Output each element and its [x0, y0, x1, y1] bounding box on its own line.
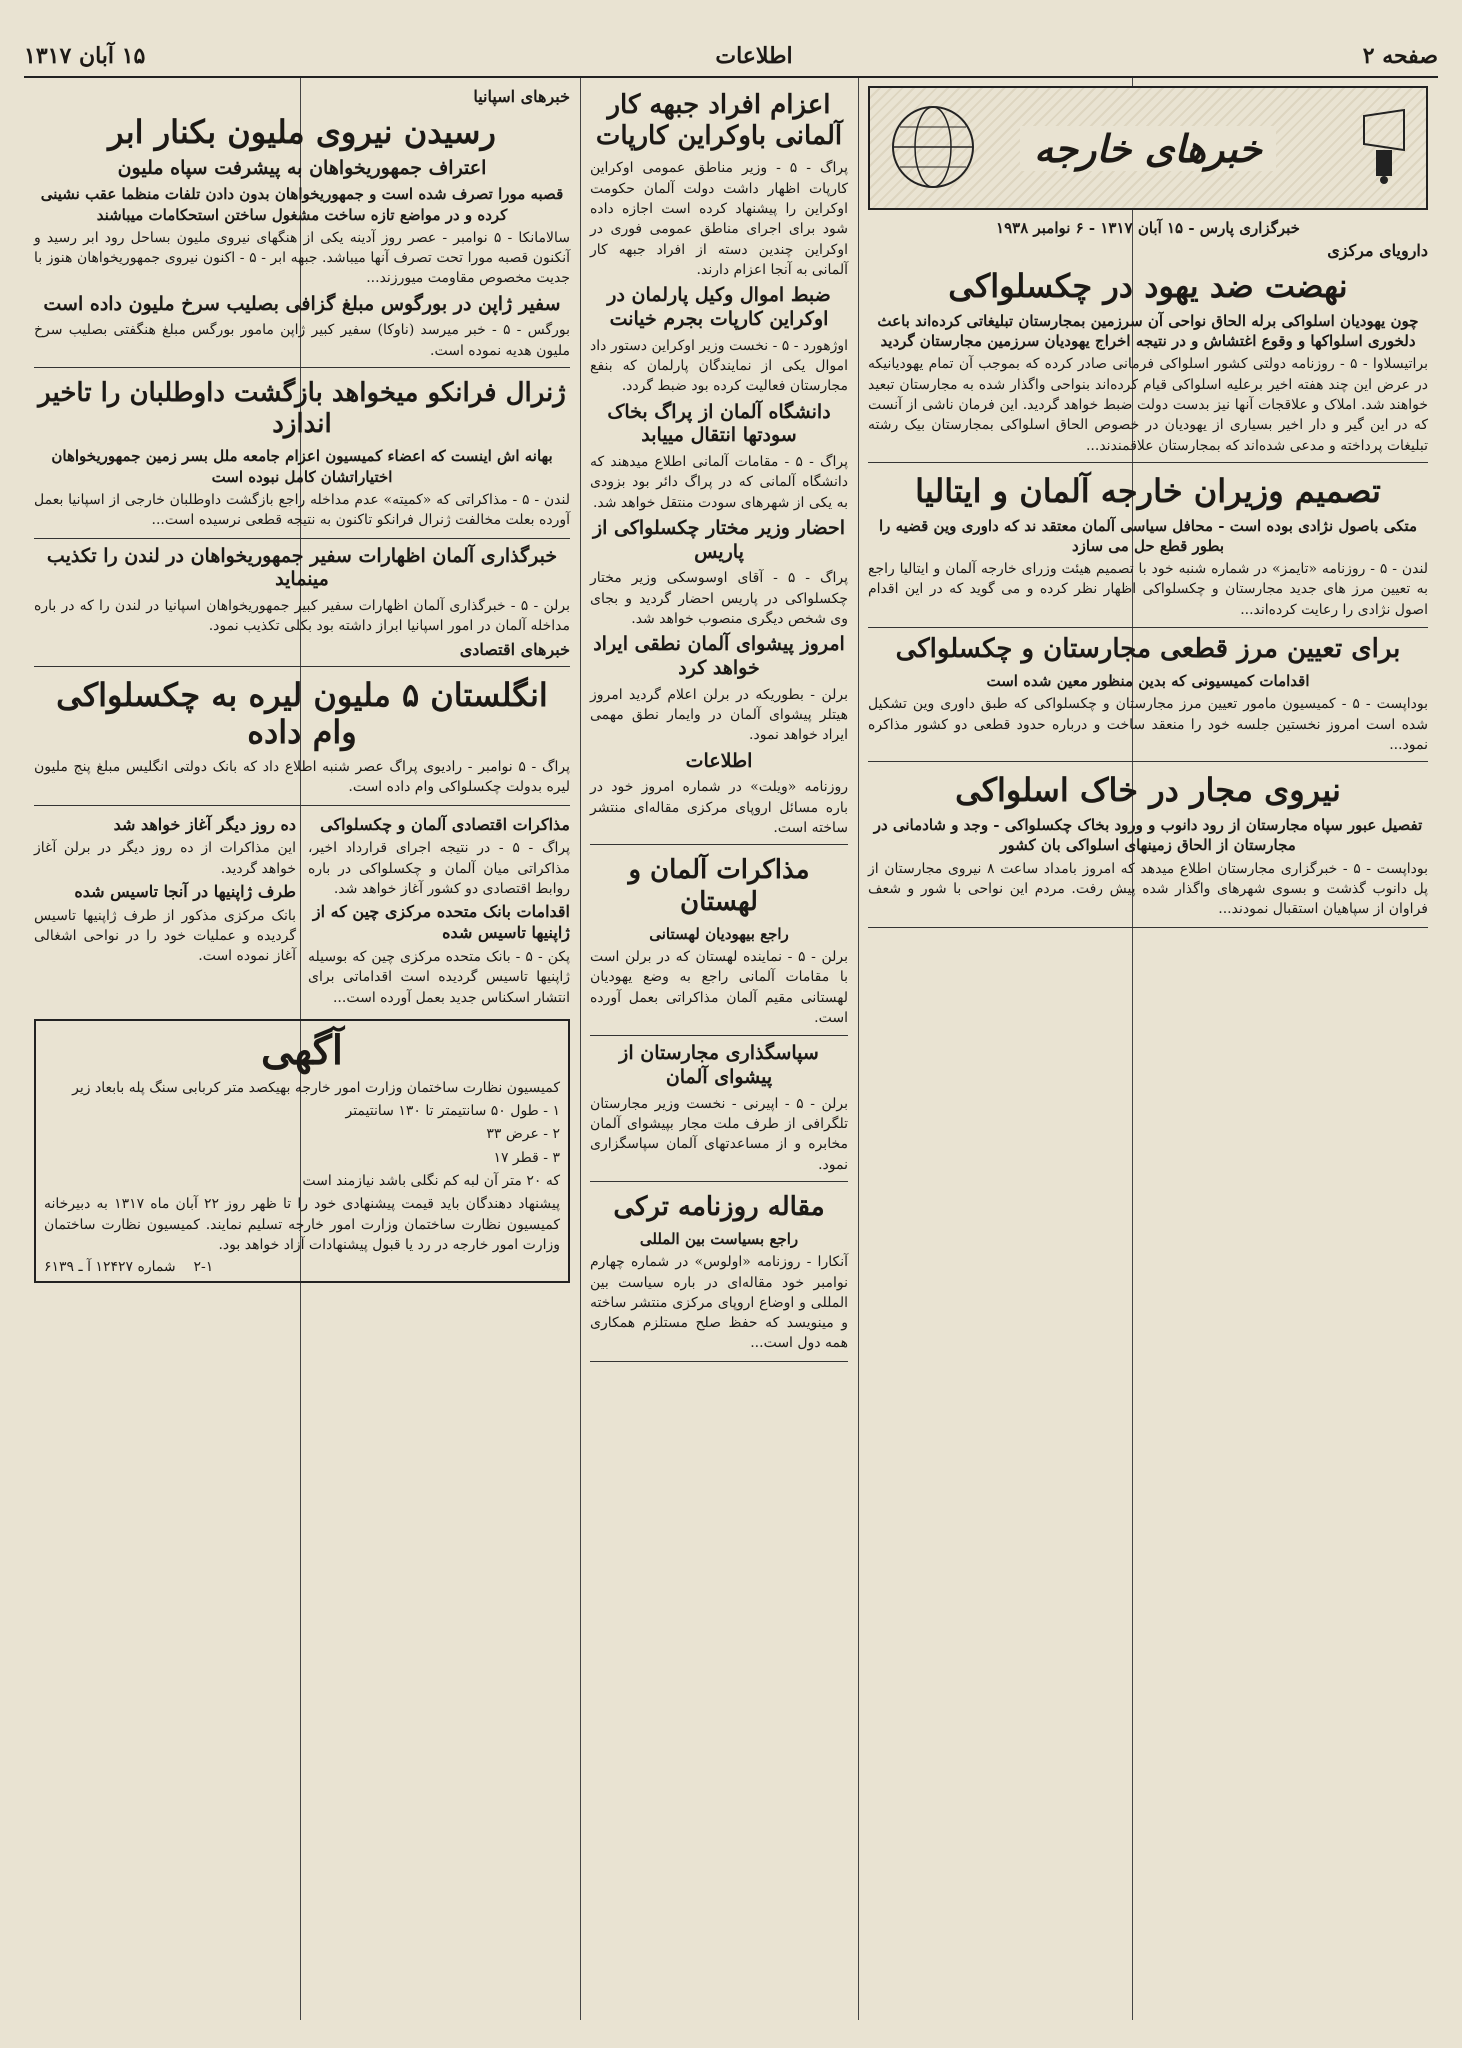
article-body: پراگ - ۵ - آقای اوسوسکی وزیر مختار چکسلواکی در پاریس احضار گردید و بجای وی شخص دیگری منصوب خواهد شد.: [590, 570, 848, 628]
foreign-news-section: [858, 78, 1438, 2020]
article-body: لندن - ۵ - مذاکراتی که «کمیته» عدم مداخله راجع بازگشت داوطلبان خارجی از اسپانیا بعمل آورده بعلت مخالفت ژنرال فرانکو تاکنون به نتیجه قطعی نرسیده است...: [34, 491, 570, 529]
econ-columns: [34, 812, 570, 1011]
article-subtitle: راجع بیهودیان لهستانی: [649, 924, 789, 943]
article-subtitle: اعتراف جمهوریخواهان به پیشرفت سپاه ملیون: [117, 156, 487, 179]
foreign-news-banner: [868, 86, 1428, 210]
dateline: خبرگزاری پارس - ۱۵ آبان ۱۳۱۷ - ۶ نوامبر ۱۹۳۸: [996, 219, 1300, 237]
page-header: [24, 38, 1438, 74]
article: [590, 517, 848, 629]
notice-serial: شماره ۱۲۴۲۷ آ ـ ۶۱۳۹: [44, 1259, 176, 1276]
article-body: بورگس - ۵ - خبر میرسد (ناوکا) سفیر کبیر ژاپن مامور بورگس مبلغ هنگفتی بصلیب سرخ ملیون هدیه نموده است.: [34, 322, 570, 359]
article-body: بانک مرکزی مذکور از طرف ژاپنیها تاسیس گردیده و عملیات خود را در نواحی اشغالی آغاز نموده است.: [34, 907, 296, 965]
article-title: نیروی مجار در خاک اسلواکی: [955, 771, 1341, 810]
notice-item: ۱ - طول ۵۰ سانتیمتر تا ۱۳۰ سانتیمتر: [345, 1103, 560, 1120]
article-body: برلن - ۵ - نماینده لهستان که در برلن است با مقامات آلمانی راجع به وضع یهودیان لهستانی مقیم آلمان مذاکراتی بعمل آورده است.: [590, 948, 848, 1026]
article-title: خبرگذاری آلمان اظهارات سفیر جمهوریخواهان در لندن را تکذیب مینماید: [46, 544, 558, 591]
notice-item: ۳ - قطر ۱۷: [493, 1149, 560, 1166]
article-title: احضار وزیر مختار چکسلواکی از پاریس: [592, 516, 846, 563]
article-title: اعزام افراد جبهه کار آلمانی باوکراین کارپات: [595, 90, 843, 152]
article-title: اقدامات بانک متحده مرکزی چین که از ژاپنیها تاسیس شده: [312, 902, 570, 943]
article: [34, 367, 570, 538]
paper-name: اطلاعات: [715, 43, 793, 69]
source-line: دارویای مرکزی: [1327, 241, 1428, 261]
article-body: سالامانکا - ۵ نوامبر - عصر روز آدینه یکی از هنگهای نیروی ملیون بساحل رود ابر رسید و آنکنون قصبه مورا تحت تصرف آنها میباشد. جبهه ابر - ۵ - اکنون نیروی جمهوریخواهان هنوز با جدیت مخصوص مقاومت میورزند...: [34, 229, 570, 287]
middle-column: [580, 78, 858, 2020]
article-body: پراگ - ۵ - در نتیجه اجرای قرارداد اخیر، مذاکراتی میان آلمان و چکسلواکی در باره روابط اقتصادی دو کشور آغاز خواهد شد.: [308, 840, 570, 898]
article-subtitle: تفصیل عبور سپاه مجارستان از رود دانوب و ورود بخاک چکسلواکی - وجد و شادمانی در مجارستان از الحاق زمینهای اسلواکی بان کشور: [873, 816, 1423, 855]
article-body: پراگ - ۵ - مقامات آلمانی اطلاع میدهند که دانشگاه آلمانی که در پراگ دائر بود بزودی به یکی از شهرهای سودت منتقل خواهد شد.: [590, 454, 848, 511]
article-body: آنکارا - روزنامه «اولوس» در شماره چهارم نوامبر خود مقاله‌ای در باره سیاست بین المللی و اوضاع اروپای مرکزی منتشر ساخته و مینویسد که حفظ صلح مستلزم همکاری همه دول است...: [590, 1254, 848, 1352]
article-body: براتیسلاوا - ۵ - روزنامه دولتی کشور اسلواکی فرمانی صادر کرده که بموجب آن تمام یهودیانیکه در عرض این چند هفته اخیر برعلیه اسلواکی قیام کرده‌اند بنواحی واگذار شده به مجارستان تبعید خواهند شد. املاک و علاقجات آنها نیز بدست دولت ضبط خواهد گردید. این فرمان ناشی از آنست که در این گیر و دار اخیر بسیاری از یهودیان در خصوص الحاق اسلواکی بمجارستان بیک رشته تبلیغات پرداخته و مدعی شده‌اند که بمجارستان علاقمندند...: [868, 356, 1428, 454]
notice-body: پیشنهاد دهندگان باید قیمت پیشنهادی خود را تا ظهر روز ۲۲ آبان ماه ۱۳۱۷ به دبیرخانه کمیسیون نظارت ساختمان وزارت امور خارجه تسلیم نمایند. کمیسیون نظارت ساختمان وزارت امور خارجه در رد یا قبول پیشنهادات آزاد خواهد بود.: [44, 1196, 560, 1253]
article: [590, 90, 848, 280]
article-subtitle: چون یهودیان اسلواکی برله الحاق نواحی آن سرزمین بمجارستان تبلیغاتی کرده‌اند باعث دلخوری اسلواکها و وقوع اغتشاش و در نتیجه اخراج یهودیان سرزمین مجارستان گردید: [877, 311, 1419, 351]
notice-title: آگهی: [261, 1026, 343, 1074]
article-title: مذاکرات اقتصادی آلمان و چکسلواکی: [320, 814, 570, 834]
article-title: طرف ژاپنیها در آنجا تاسیس شده: [74, 882, 296, 902]
article-title: ده روز دیگر آغاز خواهد شد: [113, 814, 296, 834]
article: [590, 844, 848, 1036]
article: [34, 293, 570, 361]
article: [34, 812, 296, 1011]
article-title: امروز پیشوای آلمان نطقی ایراد خواهد کرد: [593, 633, 845, 680]
article-subtitle: قصبه مورا تصرف شده است و جمهوریخواهان بدون دادن تلفات منظما عقب نشینی کرده و در مواضع تازه ساخت مشغول ساختن استحکامات میباشند: [40, 185, 564, 224]
article: [34, 666, 570, 805]
article-subtitle: متکی باصول نژادی بوده است - محافل سیاسی آلمان معتقد ند که داوری وین قضیه را بطور قطع حل می سازد: [878, 516, 1418, 555]
article-title: برای تعیین مرز قطعی مجارستان و چکسلواکی: [895, 634, 1401, 665]
notice-item: که ۲۰ متر آن لبه کم نگلی باشد نیازمند است: [302, 1172, 560, 1189]
article: [308, 812, 570, 1011]
notice-number: [44, 1259, 560, 1275]
article-title: انگلستان ۵ ملیون لیره به چکسلواکی وام داده: [56, 676, 548, 752]
section-label: خبرهای اسپانیا: [473, 87, 570, 106]
article: [590, 284, 848, 396]
article: [868, 462, 1428, 628]
advertisement: [34, 1019, 570, 1283]
article-body: بوداپست - ۵ - خبرگزاری مجارستان اطلاع میدهد که امروز بامداد ساعت ۸ نیروی مجارستان از پل دانوب گذشت و بسوی شهرهای واگذار شده پیش رفت. مردم این نواحی با شور و شعف فراوان از سپاهیان استقبال نمودند...: [868, 860, 1428, 918]
article-title: تصمیم وزیران خارجه آلمان و ایتالیا: [915, 471, 1381, 510]
article: [34, 114, 570, 289]
article-title: سفیر ژاپن در بورگوس مبلغ گزافی بصلیب سرخ ملیون داده است: [43, 292, 561, 315]
notice-line: کمیسیون نظارت ساختمان وزارت امور خارجه بهیکصد متر کربابی سنگ پله بابعاد زیر: [72, 1079, 560, 1096]
article-body: لندن - ۵ - روزنامه «تایمز» در شماره شنبه خود با تصمیم هیئت وزرای خارجه آلمان و ایتالیا راجع به تعیین مرز های جدید مجارستان و چکسلواکی اظهار نظر کرده و می گوید که در این اقدام اصول نژادی را رعایت کرده‌اند...: [868, 561, 1428, 618]
article-title: مقاله روزنامه ترکی: [613, 1191, 825, 1222]
article-subtitle: اقدامات کمیسیونی که بدین منظور معین شده است: [986, 672, 1310, 691]
article-title: ژنرال فرانکو میخواهد بازگشت داوطلبان را تاخیر اندازد: [38, 378, 566, 440]
article: [590, 1181, 848, 1362]
article-title: ضبط اموال وکیل پارلمان در اوکراین کارپات بجرم خیانت: [607, 284, 831, 330]
article-body: اوژهورد - ۵ - نخست وزیر اوکراین دستور داد اموال یکی از نمایندگان پارلمان که بنفع مجارستان فعالیت کرده بود ضبط گردد.: [590, 337, 848, 395]
article-title: اطلاعات: [685, 749, 753, 772]
gramophone-icon: [1356, 106, 1412, 186]
article-body: برلن - بطوریکه در برلن اعلام گردید امروز هیتلر پیشوای آلمان در وایمار نطق مهمی ایراد خواهد نمود.: [590, 686, 848, 744]
spanish-news-section: [24, 78, 580, 2020]
article-body: برلن - ۵ - اپیرنی - نخست وزیر مجارستان تلگرافی از طرف ملت مجار بپیشوای آلمان مخابره و از مساعدتهای آلمان سپاسگزاری نمود.: [590, 1095, 848, 1173]
article-title: نهضت ضد یهود در چکسلواکی: [948, 267, 1348, 306]
article-body: بوداپست - ۵ - کمیسیون مامور تعیین مرز مجارستان و چکسلواکی که طبق داوری وین تشکیل شده است امروز نخستین جلسه خود را منعقد ساخت و درباره حدود قطعی دو کشور مذاکره نمود...: [868, 696, 1428, 754]
article-title: دانشگاه آلمان از پراگ بخاک سودتها انتقال مییابد: [607, 400, 831, 447]
article-title: مذاکرات آلمان و لهستان: [628, 855, 810, 917]
section-label: خبرهای اقتصادی: [459, 639, 570, 659]
article-subtitle: بهانه اش اینست که اعضاء کمیسیون اعزام جامعه ملل بسر زمین جمهوریخواهان اختیاراتشان کامل نبوده است: [51, 447, 553, 486]
page-number: صفحه ۲: [1362, 43, 1438, 69]
article: [590, 633, 848, 745]
article-body: برلن - ۵ - خبرگذاری آلمان اظهارات سفیر کبیر جمهوریخواهان اسپانیا در لندن را که در باره مداخله آلمان در امور اسپانیا ابراز داشته بود بکلی تکذیب نمود.: [34, 598, 570, 635]
article: [590, 1042, 848, 1175]
article: [868, 268, 1428, 456]
issue-date: ۱۵ آبان ۱۳۱۷: [24, 43, 146, 69]
article-body: پکن - ۵ - بانک متحده مرکزی چین که بوسیله ژاپنیها تاسیس گردیده است اقداماتی برای انتشار اسکناس جدید بعمل آورده است...: [308, 948, 570, 1006]
notice-item: ۲ - عرض ۳۳: [486, 1126, 560, 1143]
article-title: سپاسگذاری مجارستان از پیشوای آلمان: [619, 1042, 819, 1088]
article-body: پراگ - ۵ نوامبر - رادیوی پراگ عصر شنبه اطلاع داد که بانک دولتی انگلیس مبلغ پنج ملیون لیره بدولت چکسلواکی وام داده است.: [34, 759, 570, 796]
article: [590, 401, 848, 513]
article-body: پراگ - ۵ - وزیر مناطق عمومی اوکراین کارپات اظهار داشت دولت آلمان حکومت اوکراین را پیشنهاد کرده است اجازه داده شود برای اجرای مناطق عمومی فوری در اوکراین چندین دسته از افراد جبهه کار آلمانی به آنجا اعزام دارند.: [590, 160, 849, 278]
foreign-news-title: خبرهای خارجه: [1020, 126, 1276, 171]
article-body: روزنامه «ویلت» در شماره امروز خود در باره مسائل اروپای مرکزی مقاله‌ای منتشر ساخته است.: [590, 779, 848, 837]
article-body: این مذاکرات از ده روز دیگر در برلن آغاز خواهد گردید.: [34, 840, 296, 877]
notice-code: ۲-۱: [193, 1259, 214, 1276]
article: [590, 750, 848, 839]
article: [34, 545, 570, 637]
article-subtitle: راجع بسیاست بین المللی: [639, 1230, 799, 1249]
article: [868, 761, 1428, 927]
article-title: رسیدن نیروی ملیون بکنار ابر: [108, 112, 496, 151]
globe-icon: [888, 102, 978, 192]
article: [868, 634, 1428, 755]
